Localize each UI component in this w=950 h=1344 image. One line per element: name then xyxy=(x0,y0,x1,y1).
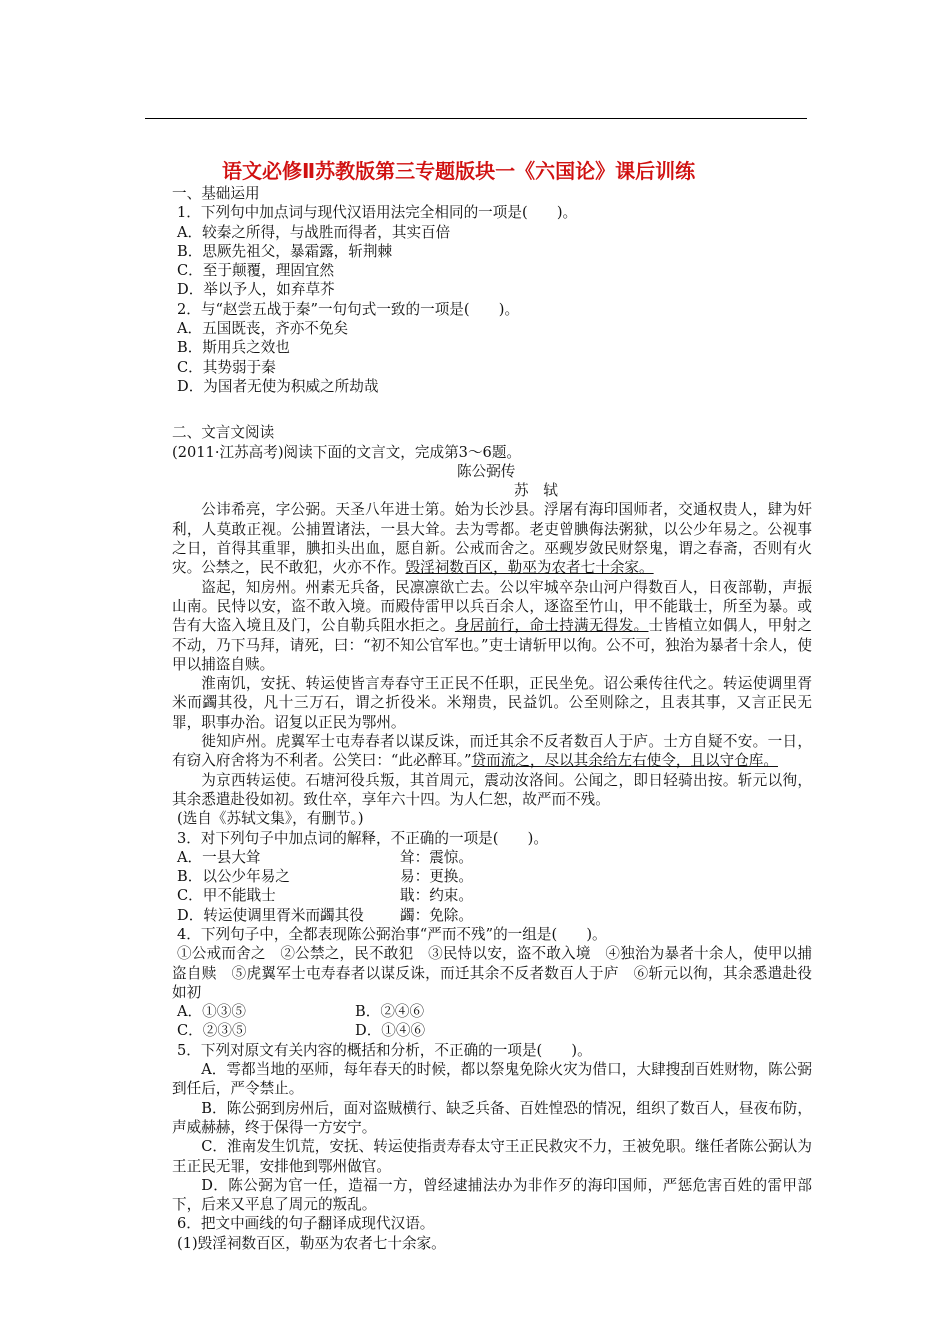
q6-sub-1: (1)毁淫祠数百区，勒巫为农者七十余家。 xyxy=(177,1234,446,1252)
passage-paragraph-2: 盗起，知房州。州素无兵备，民凛凛欲亡去。公以牢城卒杂山河户得数百人，日夜部勒，声振山南。民恃以安，盗不敢入境。而殿侍雷甲以兵百余人，逐盗至竹山，甲不能戢士，所至为暴。或告有大盗入境且及门，公自勒兵阻水拒之。身居前行，命士持满无得发。士皆植立如偶人，甲射之不动，乃下马拜，请死，曰：“初不知公官军也。”吏士请斩甲以徇。公不可，独治为暴者十余人，使甲以捕盗自赎。 xyxy=(172,578,812,673)
q5-option-b: B．陈公弼到房州后，面对盗贼横行、缺乏兵备、百姓惶恐的情况，组织了数百人，昼夜布防，声威赫赫，终于保得一方安宁。 xyxy=(172,1099,812,1136)
underlined-sentence-3: 贷而流之，尽以其余给左右使令，且以守仓库。 xyxy=(471,752,778,770)
q2-option-d: D．为国者无使为积威之所劫哉 xyxy=(177,377,379,395)
q4-options-row-2: C．②③⑤ D．①④⑥ xyxy=(177,1022,426,1040)
passage-paragraph-5: 为京西转运使。石塘河役兵叛，其首周元，震动汝洛间。公闻之，即日轻骑出按。斩元以徇，其余悉遣赴役如初。致仕卒，享年六十四。为人仁恕，故严而不残。 xyxy=(172,771,812,808)
q5-option-d: D．陈公弼为官一任，造福一方，曾经逮捕法办为非作歹的海印国师，严惩危害百姓的雷甲部下，后来又平息了周元的叛乱。 xyxy=(172,1176,812,1214)
section1-heading: 一、基础运用 xyxy=(172,185,260,202)
passage-paragraph-4: 徙知庐州。虎翼军士屯寿春者以谋反诛，而迁其余不反者数百人于庐。士方自疑不安。一日，有窃入府舍将为不利者。公笑曰：“此必醉耳。”贷而流之，尽以其余给左右使令，且以守仓库。 xyxy=(172,733,812,770)
q5-option-c: C．淮南发生饥荒，安抚、转运使指责寿春太守王正民救灾不力，王被免职。继任者陈公弼认为王正民无罪，安排他到鄂州做官。 xyxy=(172,1138,812,1175)
q1-option-d: D．举以予人，如弃草芥 xyxy=(177,281,335,299)
q3-row-b: B．以公少年易之 易：更换。 xyxy=(177,868,473,886)
passage-title: 陈公弼传 xyxy=(457,462,516,480)
section2-intro: (2011·江苏高考)阅读下面的文言文，完成第3～6题。 xyxy=(172,443,522,461)
section2-heading: 二、文言文阅读 xyxy=(172,424,275,442)
passage-paragraph-3: 淮南饥，安抚、转运使皆言寿春守王正民不任职，正民坐免。诏公乘传往代之。转运使调里胥米而蠲其役，凡十三万石，谓之折役米。米翔贵，民益饥。公至则除之，且表其事，又言正民无罪，职事办治。诏复以正民为鄂州。 xyxy=(172,675,812,731)
underlined-sentence-1: 毁淫祠数百区，勒巫为农者七十余家。 xyxy=(405,559,654,577)
q4-options-row-1: A．①③⑤ B．②④⑥ xyxy=(177,1003,425,1021)
q1-option-c: C．至于颠覆，理固宜然 xyxy=(177,262,335,280)
q1-stem: 1．下列句中加点词与现代汉语用法完全相同的一项是( )。 xyxy=(177,204,578,222)
q1-option-a: A．较秦之所得，与战胜而得者，其实百倍 xyxy=(177,223,451,241)
underlined-sentence-2: 身居前行，命士持满无得发。 xyxy=(454,617,649,635)
header-rule xyxy=(145,118,807,119)
q5-option-a: A．雩都当地的巫师，每年春天的时候，都以祭鬼免除火灾为借口，大肆搜刮百姓财物，陈公弼到任后，严令禁止。 xyxy=(172,1061,812,1098)
page-title: 语文必修Ⅱ苏教版第三专题版块一《六国论》课后训练 xyxy=(222,159,696,183)
q3-row-c: C．甲不能戢士 戢：约束。 xyxy=(177,887,473,905)
q4-stem: 4．下列句子中，全都表现陈公弼治事“严而不残”的一组是( )。 xyxy=(177,925,607,943)
q2-option-b: B．斯用兵之效也 xyxy=(177,339,290,357)
q6-stem: 6．把文中画线的句子翻译成现代汉语。 xyxy=(177,1215,435,1233)
q2-stem: 2．与“赵尝五战于秦”一句句式一致的一项是( )。 xyxy=(177,300,520,318)
document-body xyxy=(172,158,812,1253)
passage-author: 苏 轼 xyxy=(514,482,558,500)
q3-row-d: D．转运使调里胥米而蠲其役 蠲：免除。 xyxy=(177,906,473,924)
q5-stem: 5．下列对原文有关内容的概括和分析，不正确的一项是( )。 xyxy=(177,1041,592,1059)
q3-stem: 3．对下列句子中加点词的解释，不正确的一项是( )。 xyxy=(177,829,548,847)
q3-row-a: A．一县大耸 耸：震惊。 xyxy=(177,848,473,866)
q1-option-b: B．思厥先祖父，暴霜露，斩荆棘 xyxy=(177,242,393,260)
passage-paragraph-1: 公讳希亮，字公弼。天圣八年进士第。始为长沙县。浮屠有海印国师者，交通权贵人，肆为奸利，人莫敢正视。公捕置诸法，一县大耸。去为雩都。老吏曾腆侮法粥狱，以公少年易之。公视事之日，首得其重罪，腆扣头出血，愿自新。公戒而舍之。巫觋岁敛民财祭鬼，谓之春斋，否则有火灾。公禁之，民不敢犯，火亦不作。毁淫祠数百区，勒巫为农者七十余家。 xyxy=(172,501,812,577)
q2-option-c: C．其势弱于秦 xyxy=(177,358,276,376)
q2-option-a: A．五国既丧，齐亦不免矣 xyxy=(177,320,349,338)
passage-source: (选自《苏轼文集》，有删节。) xyxy=(177,810,364,828)
q4-body: ①公戒而舍之 ②公禁之，民不敢犯 ③民恃以安，盗不敢入境 ④独治为暴者十余人，使甲以捕盗自赎 ⑤虎翼军士屯寿春者以谋反诛，而迁其余不反者数百人于庐 ⑥斩元以徇，其余悉遣赴役如初 xyxy=(172,945,812,1001)
